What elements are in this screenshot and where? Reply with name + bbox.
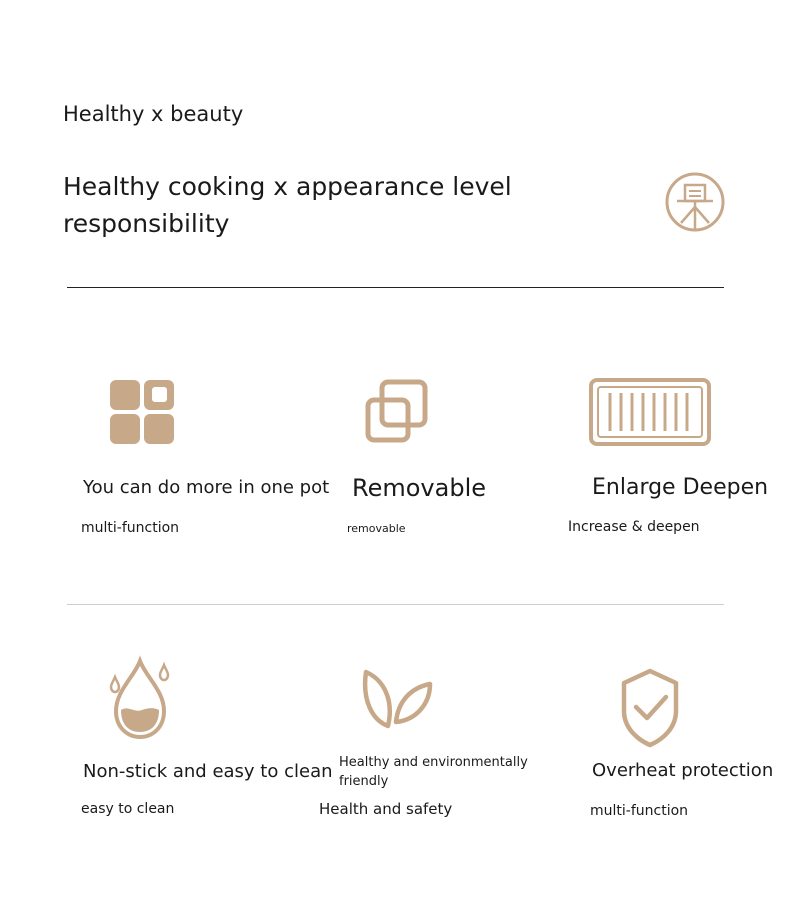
feature-subtitle: Health and safety [319, 800, 453, 818]
feature-title: You can do more in one pot [83, 477, 330, 498]
grill-plate-icon [588, 377, 712, 447]
shield-check-icon [606, 665, 696, 755]
divider-middle [67, 604, 724, 605]
feature-title: Overheat protection [592, 760, 774, 781]
feature-title: Enlarge Deepen [592, 475, 769, 500]
section-kicker: Healthy x beauty [63, 102, 244, 126]
divider-top [67, 287, 724, 288]
grid-squares-icon [100, 370, 190, 460]
feature-subtitle: multi-function [590, 803, 689, 819]
feature-title: Healthy and environmentally friendly [339, 755, 528, 789]
feature-subtitle: easy to clean [81, 801, 175, 817]
water-drop-icon [98, 655, 188, 745]
feature-title: Removable [352, 474, 487, 502]
overlapping-squares-icon [352, 368, 442, 458]
leaves-icon [350, 660, 440, 750]
feature-subtitle: Increase & deepen [568, 519, 700, 535]
feature-title: Non-stick and easy to clean [83, 761, 333, 782]
feature-subtitle: removable [347, 522, 406, 535]
brand-seal-icon [664, 171, 726, 233]
page-title: Healthy cooking x appearance level responsibility [63, 172, 512, 238]
feature-subtitle: multi-function [81, 520, 180, 536]
